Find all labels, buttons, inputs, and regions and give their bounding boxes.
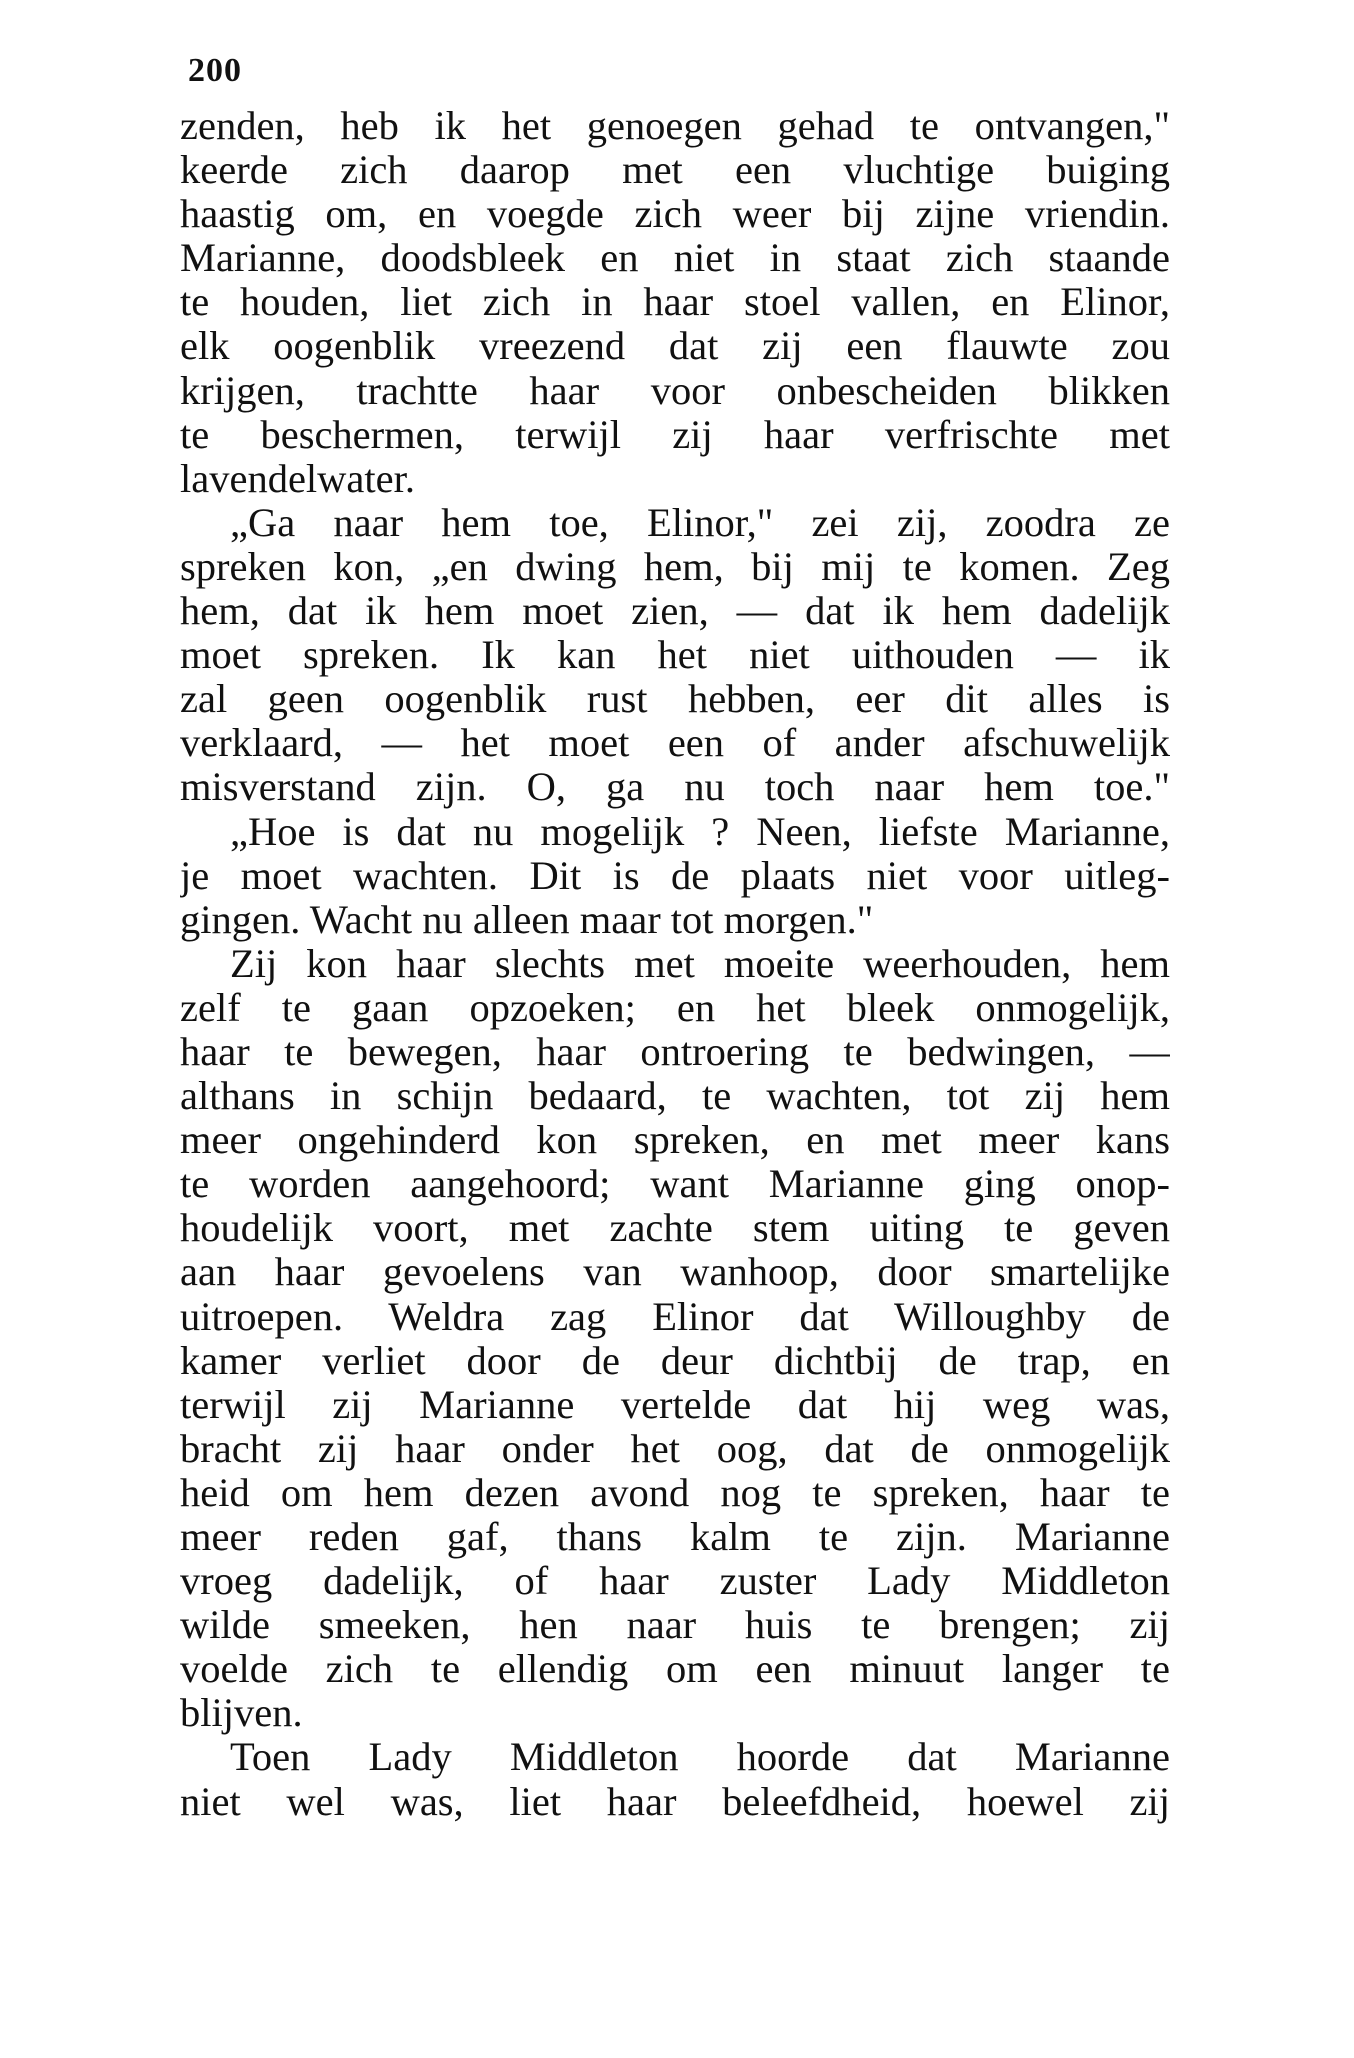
text-line: te houden, liet zich in haar stoel vallen, en Elinor, [180,280,1170,325]
text-line: lavendelwater. [180,456,416,501]
text-line: uitroepen. Weldra zag Elinor dat Willoughby de [180,1294,1170,1339]
text-line: gingen. Wacht nu alleen maar tot morgen." [180,897,874,942]
text-line: vroeg dadelijk, of haar zuster Lady Middleton [180,1559,1170,1604]
body-text [180,104,1170,1824]
text-line: terwijl zij Marianne vertelde dat hij weg was, [180,1382,1170,1427]
text-line: blijven. [180,1691,303,1736]
text-line: Toen Lady Middleton hoorde dat Marianne [230,1735,1170,1780]
text-line: zelf te gaan opzoeken; en het bleek onmogelijk, [180,985,1170,1030]
text-line: te beschermen, terwijl zij haar verfrischte met [180,412,1170,457]
text-line: niet wel was, liet haar beleefdheid, hoewel zij [180,1779,1170,1824]
text-line: moet spreken. Ik kan het niet uithouden — ik [180,633,1170,678]
text-line: elk oogenblik vreezend dat zij een flauwte zou [180,324,1170,369]
text-line: heid om hem dezen avond nog te spreken, haar te [180,1470,1170,1515]
text-line: te worden aangehoord; want Marianne ging onop- [180,1162,1170,1207]
text-line: je moet wachten. Dit is de plaats niet voor uitleg- [180,853,1170,898]
text-line: spreken kon, „en dwing hem, bij mij te komen. Zeg [180,544,1170,589]
text-line: zenden, heb ik het genoegen gehad te ontvangen," [180,104,1170,148]
text-line: haastig om, en voegde zich weer bij zijne vriendin. [180,192,1170,237]
text-line: krijgen, trachtte haar voor onbescheiden blikken [180,368,1170,413]
text-line: Marianne, doodsbleek en niet in staat zich staande [180,236,1170,281]
text-line: bracht zij haar onder het oog, dat de onmogelijk [180,1426,1170,1471]
text-line: „Ga naar hem toe, Elinor," zei zij, zoodra ze [230,500,1170,545]
text-line: meer reden gaf, thans kalm te zijn. Marianne [180,1515,1170,1559]
text-line: houdelijk voort, met zachte stem uiting te geven [180,1206,1170,1251]
page-number: 200 [188,52,242,89]
text-line: wilde smeeken, hen naar huis te brengen; zij [180,1603,1170,1648]
text-line: verklaard, — het moet een of ander afschuwelijk [180,721,1170,766]
text-line: meer ongehinderd kon spreken, en met meer kans [180,1118,1170,1163]
text-line: keerde zich daarop met een vluchtige buiging [180,148,1170,193]
text-line: misverstand zijn. O, ga nu toch naar hem toe." [180,765,1170,810]
text-line: zal geen oogenblik rust hebben, eer dit alles is [180,677,1170,722]
text-line: aan haar gevoelens van wanhoop, door smartelijke [180,1250,1170,1295]
text-line: althans in schijn bedaard, te wachten, tot zij hem [180,1074,1170,1119]
text-line: voelde zich te ellendig om een minuut langer te [180,1647,1170,1692]
text-line: hem, dat ik hem moet zien, — dat ik hem dadelijk [180,589,1170,634]
text-line: haar te bewegen, haar ontroering te bedwingen, — [180,1029,1170,1074]
text-line: „Hoe is dat nu mogelijk ? Neen, liefste Marianne, [230,809,1170,854]
text-line: Zij kon haar slechts met moeite weerhouden, hem [230,941,1170,986]
text-line: kamer verliet door de deur dichtbij de trap, en [180,1338,1170,1383]
